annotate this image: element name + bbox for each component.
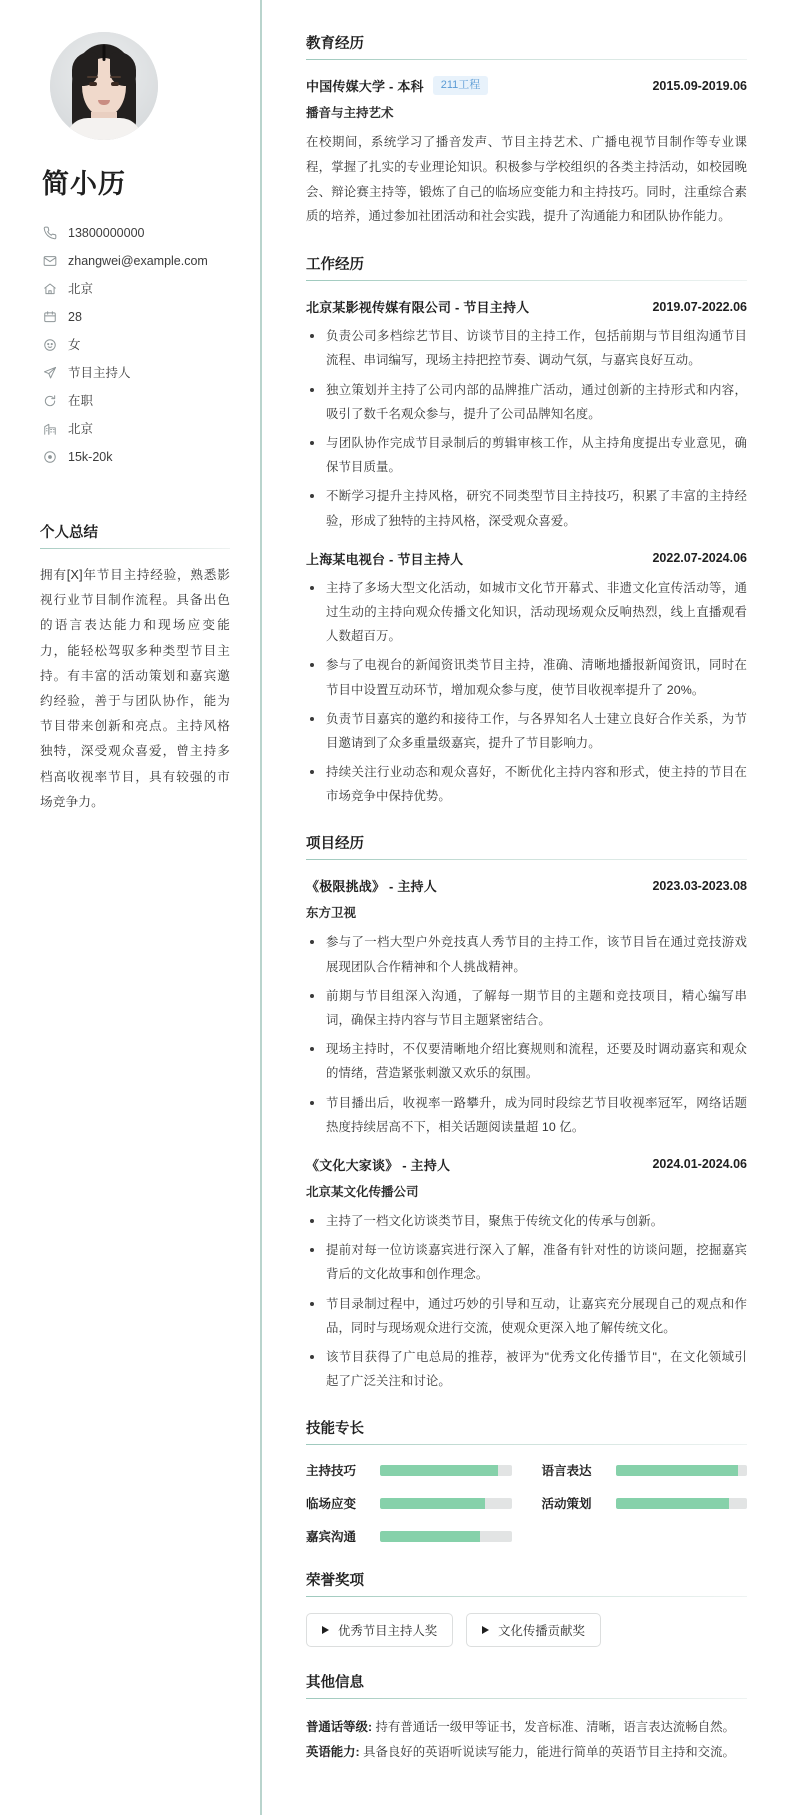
list-item: 与团队协作完成节目录制后的剪辑审核工作，从主持角度提出专业意见，确保节目质量。 xyxy=(306,431,747,479)
info-label: 普通话等级: xyxy=(306,1720,373,1735)
contact-item-age xyxy=(40,303,230,331)
skill-row xyxy=(306,1494,512,1512)
education-school: 中国传媒大学 - 本科 xyxy=(306,79,424,94)
work-company: 北京某影视传媒有限公司 - 节目主持人 xyxy=(306,300,530,316)
contact-item-email xyxy=(40,247,230,275)
skill-track xyxy=(380,1531,512,1542)
list-item: 节目播出后，收视率一路攀升，成为同时段综艺节目收视率冠军，网络话题热度持续居高不下，相关话题阅读量超 10 亿。 xyxy=(306,1091,747,1139)
summary-section-title: 个人总结 xyxy=(40,521,230,549)
list-item: 参与了一档大型户外竞技真人秀节目的主持工作，该节目旨在通过竞技游戏展现团队合作精神和个人挑战精神。 xyxy=(306,930,747,978)
contact-value-salary: 15k-20k xyxy=(68,449,113,464)
sidebar xyxy=(0,0,262,1815)
calendar-icon xyxy=(42,310,57,325)
list-item: 前期与节目组深入沟通，了解每一期节目的主题和竞技项目，精心编写串词，确保主持内容与节目主题紧密结合。 xyxy=(306,984,747,1032)
skill-fill xyxy=(380,1498,485,1509)
contact-item-position xyxy=(40,359,230,387)
contact-value-phone: 13800000000 xyxy=(68,225,145,240)
paper-plane-icon xyxy=(42,366,57,381)
contact-item-hometown xyxy=(40,275,230,303)
skills-section xyxy=(306,1417,747,1545)
skill-label: 活动策划 xyxy=(541,1497,592,1512)
info-line xyxy=(306,1715,747,1740)
award-chip[interactable] xyxy=(306,1613,453,1647)
skill-fill xyxy=(616,1465,738,1476)
skill-row xyxy=(542,1461,748,1479)
skill-label: 语言表达 xyxy=(541,1464,592,1479)
skill-track xyxy=(616,1498,748,1509)
contact-item-phone xyxy=(40,219,230,247)
projects-section-title: 项目经历 xyxy=(306,832,747,860)
info-line xyxy=(306,1740,747,1765)
project-name: 《极限挑战》 - 主持人 xyxy=(306,879,437,895)
project-name: 《文化大家谈》 - 主持人 xyxy=(306,1157,451,1173)
contact-item-city xyxy=(40,415,230,443)
award-chip[interactable] xyxy=(466,1613,601,1647)
info-text: 具备良好的英语听说读写能力，能进行简单的英语节目主持和交流。 xyxy=(359,1745,735,1760)
skill-row xyxy=(542,1494,748,1512)
contact-item-status xyxy=(40,387,230,415)
skill-label: 临场应变 xyxy=(306,1497,357,1512)
coin-icon xyxy=(42,450,57,465)
project-org: 东方卫视 xyxy=(306,906,357,921)
contact-item-salary xyxy=(40,443,230,471)
skill-track xyxy=(616,1465,748,1476)
education-description: 在校期间，系统学习了播音发声、节目主持艺术、广播电视节目制作等专业课程，掌握了扎实的专业理论知识。积极参与学校组织的各类主持活动，如校园晚会、辩论赛主持等，锻炼了自己的临场应变能力和主持技巧。同时，注重综合素质的培养，通过参加社团活动和社会实践，提升了沟通能力和团队协作能力。 xyxy=(306,135,747,224)
education-section xyxy=(306,32,747,229)
skill-fill xyxy=(616,1498,729,1509)
list-item: 不断学习提升主持风格，研究不同类型节目主持技巧，积累了丰富的主持经验，形成了独特的主持风格，深受观众喜爱。 xyxy=(306,484,747,532)
contact-value-position: 节目主持人 xyxy=(68,365,131,380)
contact-value-age: 28 xyxy=(68,309,82,324)
list-item: 负责节目嘉宾的邀约和接待工作，与各界知名人士建立良好合作关系，为节目邀请到了众多重量级嘉宾，提升了节目影响力。 xyxy=(306,707,747,755)
work-section xyxy=(306,253,747,808)
projects-section xyxy=(306,832,747,1393)
list-item: 现场主持时，不仅要清晰地介绍比赛规则和流程，还要及时调动嘉宾和观众的情绪，营造紧张刺激又欢乐的氛围。 xyxy=(306,1037,747,1085)
award-label: 优秀节目主持人奖 xyxy=(338,1624,438,1639)
project-entry xyxy=(306,876,747,1139)
refresh-icon xyxy=(42,394,57,409)
contact-value-hometown: 北京 xyxy=(68,281,94,296)
skill-fill xyxy=(380,1531,480,1542)
contact-value-city: 北京 xyxy=(68,421,94,436)
skill-row xyxy=(306,1527,512,1545)
building-icon xyxy=(42,422,57,437)
triangle-right-icon xyxy=(322,1626,329,1634)
awards-section-title: 荣誉奖项 xyxy=(306,1569,747,1597)
education-entry xyxy=(306,76,747,229)
work-section-title: 工作经历 xyxy=(306,253,747,281)
triangle-right-icon xyxy=(482,1626,489,1634)
work-company: 上海某电视台 - 节目主持人 xyxy=(306,551,464,567)
work-entry xyxy=(306,549,747,809)
project-date: 2023.03-2023.08 xyxy=(652,878,747,893)
project-entry-head xyxy=(306,876,747,895)
gender-icon xyxy=(42,338,57,353)
skill-fill xyxy=(380,1465,498,1476)
project-org: 北京某文化传播公司 xyxy=(306,1184,419,1199)
summary-section xyxy=(40,521,230,815)
other-info-section-title: 其他信息 xyxy=(306,1671,747,1699)
award-label: 文化传播贡献奖 xyxy=(498,1624,585,1639)
home-icon xyxy=(42,282,57,297)
education-entry-head xyxy=(306,76,747,95)
avatar xyxy=(50,32,158,140)
work-entry xyxy=(306,297,747,533)
contact-value-gender: 女 xyxy=(68,337,81,352)
list-item: 持续关注行业动态和观众喜好，不断优化主持内容和形式，使主持的节目在市场竞争中保持优势。 xyxy=(306,760,747,808)
list-item: 负责公司多档综艺节目、访谈节目的主持工作，包括前期与节目组沟通节目流程、串词编写，现场主持把控节奏、调动气氛，与嘉宾良好互动。 xyxy=(306,324,747,372)
list-item: 独立策划并主持了公司内部的品牌推广活动，通过创新的主持形式和内容，吸引了数千名观众参与，提升了公司品牌知名度。 xyxy=(306,378,747,426)
list-item: 主持了多场大型文化活动，如城市文化节开幕式、非遗文化宣传活动等，通过生动的主持向观众传播文化知识，活动现场观众反响热烈，线上直播观看人数超百万。 xyxy=(306,576,747,649)
project-date: 2024.01-2024.06 xyxy=(652,1157,747,1172)
list-item: 该节目获得了广电总局的推荐，被评为"优秀文化传播节目"，在文化领域引起了广泛关注和讨论。 xyxy=(306,1345,747,1393)
contact-item-gender xyxy=(40,331,230,359)
awards-list xyxy=(306,1613,747,1647)
work-date: 2022.07-2024.06 xyxy=(652,551,747,566)
work-bullets xyxy=(306,324,747,533)
project-bullets xyxy=(306,1209,747,1393)
contact-value-email: zhangwei@example.com xyxy=(68,253,208,268)
skills-grid xyxy=(306,1461,747,1545)
project-entry xyxy=(306,1155,747,1393)
skill-label: 嘉宾沟通 xyxy=(306,1530,357,1545)
candidate-name: 简小历 xyxy=(42,169,126,199)
info-text: 持有普通话一级甲等证书，发音标准、清晰，语言表达流畅自然。 xyxy=(372,1720,735,1735)
education-date: 2015.09-2019.06 xyxy=(652,78,747,93)
status-badge: 211工程 xyxy=(433,76,489,95)
info-label: 英语能力: xyxy=(306,1745,360,1760)
list-item: 主持了一档文化访谈类节目，聚焦于传统文化的传承与创新。 xyxy=(306,1209,747,1233)
phone-icon xyxy=(42,226,57,241)
contact-value-status: 在职 xyxy=(68,393,94,408)
summary-text: 拥有[X]年节目主持经验，熟悉影视行业节目制作流程。具备出色的语言表达能力和现场应变能力，能轻松驾驭多种类型节目主持。有丰富的活动策划和嘉宾邀约经验，善于与团队协作，能为节目带来创新和亮点。主持风格独特，深受观众喜爱，曾主持多档高收视率节目，具有较强的市场竞争力。 xyxy=(40,568,230,809)
envelope-icon xyxy=(42,254,57,269)
awards-section xyxy=(306,1569,747,1647)
work-entry-head xyxy=(306,549,747,568)
project-entry-head xyxy=(306,1155,747,1174)
list-item: 节目录制过程中，通过巧妙的引导和互动，让嘉宾充分展现自己的观点和作品，同时与现场观众进行交流，使观众更深入地了解传统文化。 xyxy=(306,1292,747,1340)
list-item: 参与了电视台的新闻资讯类节目主持，准确、清晰地播报新闻资讯，同时在节目中设置互动环节，增加观众参与度，使节目收视率提升了 20%。 xyxy=(306,653,747,701)
education-section-title: 教育经历 xyxy=(306,32,747,60)
work-date: 2019.07-2022.06 xyxy=(652,299,747,314)
work-bullets xyxy=(306,576,747,809)
work-entry-head xyxy=(306,297,747,316)
contact-list xyxy=(40,219,230,471)
other-info-section xyxy=(306,1671,747,1765)
main-column xyxy=(262,0,794,1815)
skill-track xyxy=(380,1498,512,1509)
education-major: 播音与主持艺术 xyxy=(306,106,394,120)
list-item: 提前对每一位访谈嘉宾进行深入了解，准备有针对性的访谈问题，挖掘嘉宾背后的文化故事和创作理念。 xyxy=(306,1238,747,1286)
skill-label: 主持技巧 xyxy=(306,1464,357,1479)
project-bullets xyxy=(306,930,747,1139)
skills-section-title: 技能专长 xyxy=(306,1417,747,1445)
skill-row xyxy=(306,1461,512,1479)
skill-track xyxy=(380,1465,512,1476)
